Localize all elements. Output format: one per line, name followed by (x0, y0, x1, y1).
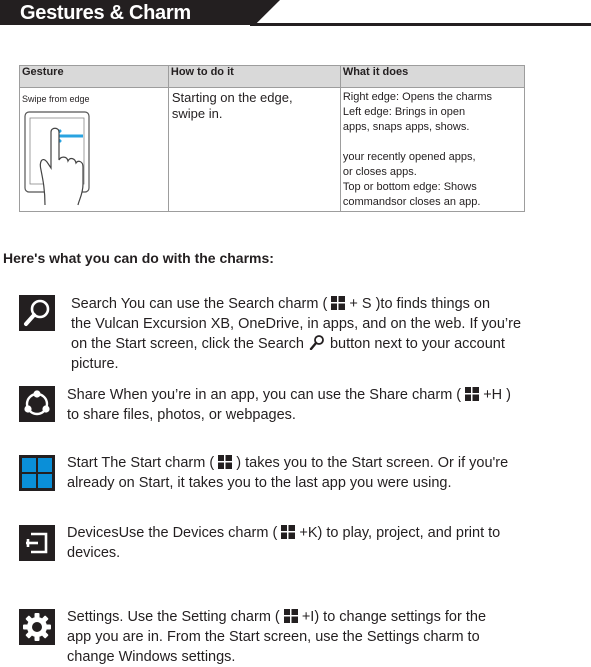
windows-key-icon (465, 387, 479, 401)
start-description (67, 453, 508, 493)
search-text-line3b: button next to your account (329, 336, 505, 352)
what-cell (340, 88, 524, 212)
search-text-line2: the Vulcan Excursion XB, OneDrive, in apps, and on the web. If you’re (71, 316, 522, 332)
windows-key-icon (284, 609, 298, 623)
header-rule (250, 23, 591, 26)
windows-start-icon (19, 455, 55, 491)
start-text-line2: already on Start, it takes you to the last app you were using. (67, 475, 452, 491)
search-text-line3a: on the Start screen, click the Search (71, 336, 304, 352)
settings-text-line1a: Settings. Use the Setting charm ( (67, 609, 280, 625)
settings-text-line2: app you are in. From the Start screen, use the Settings charm to (67, 629, 480, 645)
gear-icon (19, 609, 55, 645)
devices-text-line2: devices. (67, 545, 121, 561)
search-text-line4: picture. (71, 356, 119, 372)
share-text-line1b: +H ) (483, 387, 512, 403)
page-title: Gestures & Charm (20, 2, 191, 24)
column-header-gesture: Gesture (20, 66, 169, 88)
devices-text-line1a: DevicesUse the Devices charm ( (67, 525, 278, 541)
search-description (71, 294, 521, 374)
gesture-cell (20, 88, 169, 212)
share-text-line2: to share files, photos, or webpages. (67, 407, 296, 423)
share-text-line1a: Share When you’re in an app, you can use the Share charm ( (67, 387, 462, 403)
windows-key-icon (331, 296, 345, 310)
header-banner (0, 0, 591, 29)
search-text-line1a: Search You can use the Search charm ( (71, 296, 328, 312)
windows-key-icon (281, 525, 295, 539)
how-to-text: Starting on the edge, swipe in. (171, 90, 293, 121)
devices-text-line1b: +K) to play, project, and print to (299, 525, 501, 541)
column-header-how: How to do it (168, 66, 340, 88)
search-text-line1b: + S )to finds things on (349, 296, 491, 312)
settings-text-line1b: +I) to change settings for the (301, 609, 487, 625)
settings-description (67, 607, 486, 667)
share-description (67, 385, 511, 425)
table-header-row (20, 66, 525, 88)
windows-key-icon (218, 455, 232, 469)
devices-icon (19, 525, 55, 561)
table-row (20, 88, 525, 212)
column-header-what: What it does (340, 66, 524, 88)
section-heading: Here's what you can do with the charms: (3, 250, 274, 266)
gesture-table (19, 65, 525, 212)
how-cell (168, 88, 340, 212)
swipe-gesture-illustration (23, 110, 105, 208)
search-small-icon (308, 334, 326, 350)
what-it-does-text: Right edge: Opens the charms Left edge: Brings in open apps, snaps apps, shows. your recently opened apps, or closes apps. Top or bottom edge: Shows commandsor closes an app. (342, 91, 493, 208)
search-icon (19, 295, 55, 331)
devices-description (67, 523, 500, 563)
start-text-line1b: ) takes you to the Start screen. Or if you're (236, 455, 509, 471)
settings-text-line3: change Windows settings. (67, 649, 236, 665)
share-icon (19, 386, 55, 422)
start-text-line1a: Start The Start charm ( (67, 455, 215, 471)
gesture-name: Swipe from edge (22, 94, 90, 104)
